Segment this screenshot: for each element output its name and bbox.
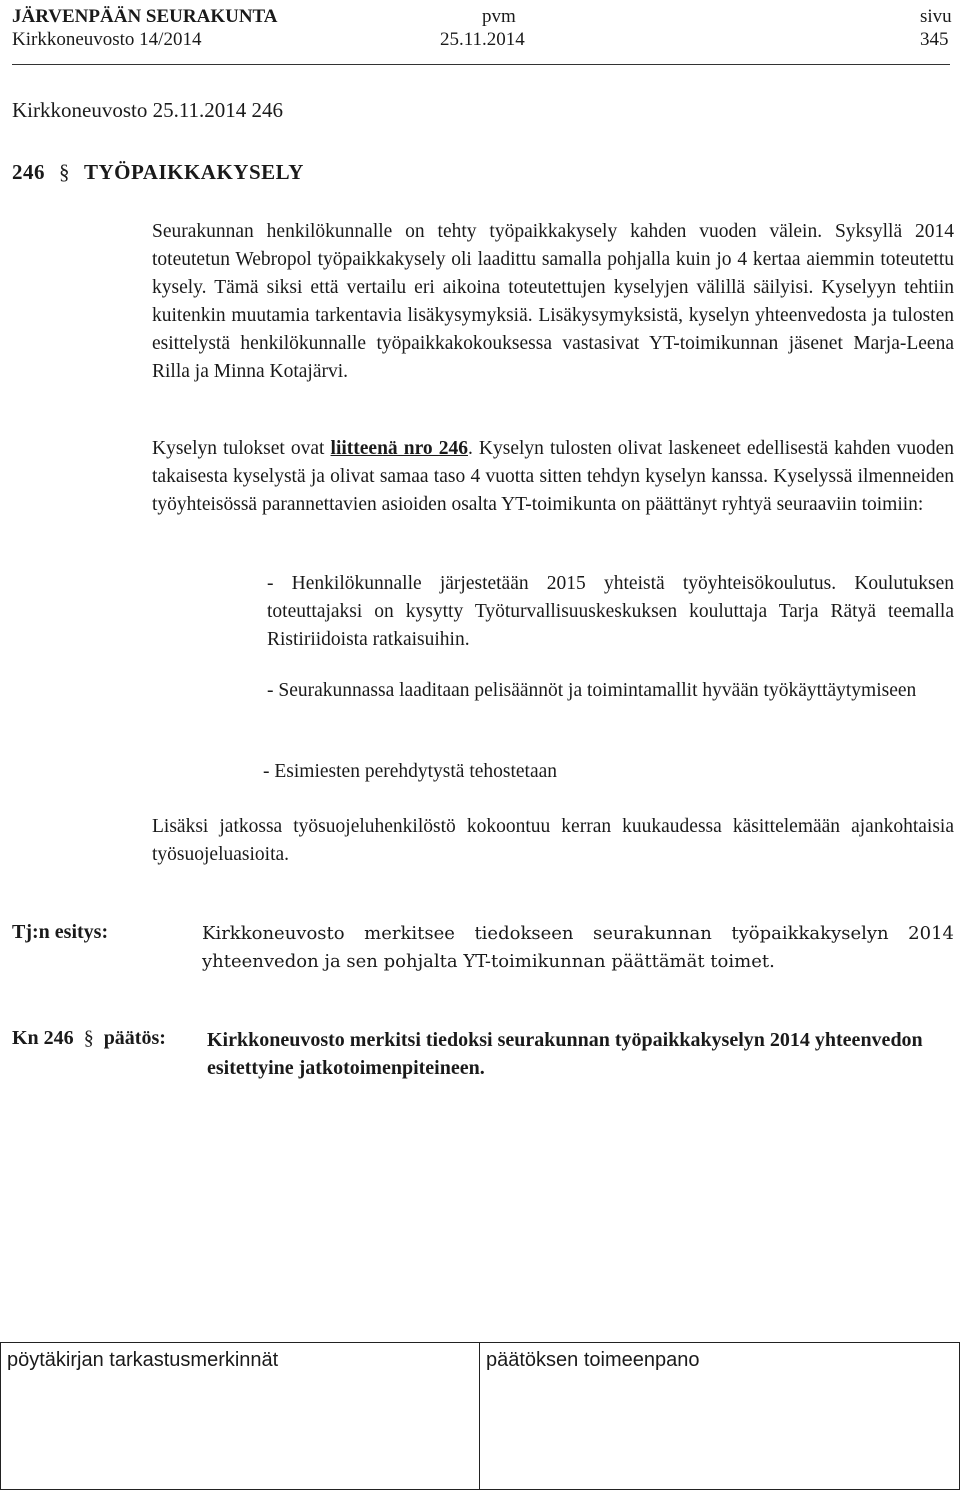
meeting-name: Kirkkoneuvosto 14/2014 — [12, 29, 202, 50]
review-marks-box — [0, 1342, 480, 1490]
action-item-3: - Esimiesten perehdytystä tehostetaan — [263, 761, 558, 782]
section-sign: § — [59, 160, 70, 184]
decision-sign: § — [83, 1027, 94, 1049]
decision-label: Kn 246 § päätös: — [12, 1027, 166, 1049]
section-title: TYÖPAIKKAKYSELY — [84, 160, 304, 184]
body-paragraph-2: Kyselyn tulokset ovat liitteenä nro 246. Kyselyn tulosten olivat laskeneet edellisestä kahden vuoden takaisesta kyselystä ja olivat samaa taso 4 vuotta sitten tehdyn kyselyn kanssa. Kyselyssä ilmenneiden työyhteisössä parannettavien asioiden osalta YT-toimikunta on päättänyt ryhtyä seuraaviin toimiin: — [152, 438, 954, 515]
pvm-label: pvm — [482, 6, 516, 27]
section-number: 246 — [12, 160, 45, 184]
page-number: 345 — [920, 29, 949, 50]
subheader: Kirkkoneuvosto 25.11.2014 246 — [12, 98, 284, 122]
body-paragraph-3: Lisäksi jatkossa työsuojeluhenkilöstö kokoontuu kerran kuukaudessa käsittelemään ajankohtaisia työsuojeluasioita. — [152, 816, 954, 865]
review-marks-label: pöytäkirjan tarkastusmerkinnät — [7, 1349, 279, 1371]
implementation-box — [479, 1342, 960, 1490]
decision-text: Kirkkoneuvosto merkitsi tiedoksi seurakunnan työpaikkakyselyn 2014 yhteenvedon esitettyine jatkotoimenpiteineen. — [207, 1029, 923, 1079]
proposal-label: Tj:n esitys: — [12, 921, 109, 943]
meeting-date: 25.11.2014 — [440, 29, 525, 50]
proposal-text: Kirkkoneuvosto merkitsee tiedokseen seurakunnan työpaikkakyselyn 2014 yhteenvedon ja sen pohjalta YT-toimikunnan päättämät toimet. — [202, 923, 954, 972]
implementation-label: päätöksen toimeenpano — [486, 1349, 700, 1371]
action-item-1: - Henkilökunnalle järjestetään 2015 yhteistä työyhteisökoulutus. Koulutuksen toteuttajaksi on kysytty Työturvallisuuskeskuksen kouluttaja Tarja Rätyä teemalla Ristiriidoista ratkaisuihin. — [267, 573, 954, 650]
header-rule — [12, 64, 950, 65]
action-item-2: - Seurakunnassa laaditaan pelisäännöt ja toimintamallit hyvään työkäyttäytymiseen — [267, 680, 917, 701]
body-paragraph-1: Seurakunnan henkilökunnalle on tehty työpaikkakysely kahden vuoden välein. Syksyllä 2014 toteutetun Webropol työpaikkakysely oli laadittu samalla pohjalla kuin jo 4 kertaa aiemmin toteutettu kysely. Tämä siksi että vertailu eri aikoina toteutettujen kyselyjen välillä säilyisi. Kyselyyn tehtiin kuitenkin muutamia tarkentavia lisäkysymyksiä. Lisäkysymyksistä, kyselyn yhteenvedosta ja tulosten esittelystä henkilökunnalle työpaikkakokouksessa vastasivat YT-toimikunnan jäsenet Marja-Leena Rilla ja Minna Kotajärvi. — [152, 221, 954, 382]
section-heading — [12, 160, 304, 185]
sivu-label: sivu — [920, 6, 952, 27]
attachment-link[interactable]: liitteenä nro 246 — [330, 438, 468, 459]
org-name: JÄRVENPÄÄN SEURAKUNTA — [12, 6, 278, 27]
